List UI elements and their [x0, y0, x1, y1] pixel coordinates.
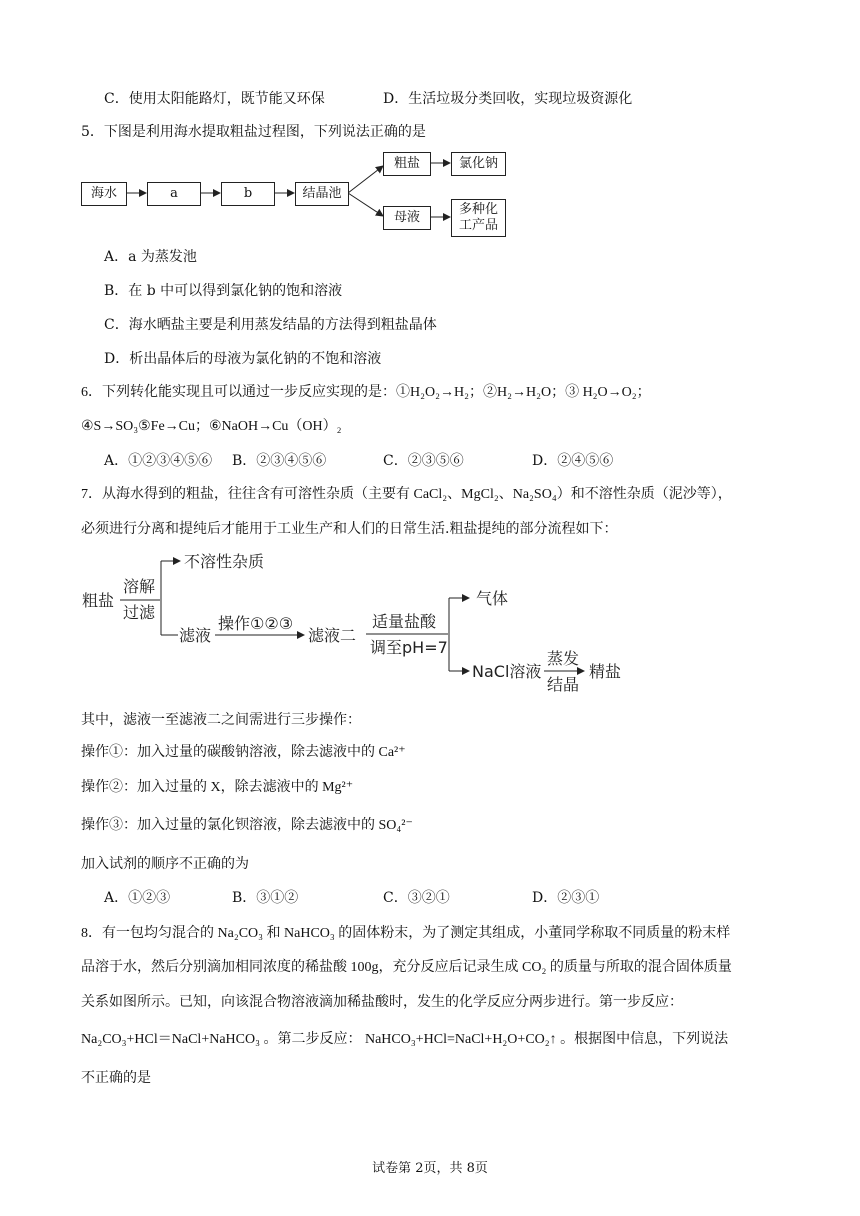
hydrochloric-acid-label: 适量盐酸	[372, 612, 437, 631]
refined-salt-label: 精盐	[589, 662, 622, 681]
mother-liquor-box: 母液	[383, 206, 431, 230]
crystallization-pond-box: 结晶池	[295, 182, 349, 206]
crude-salt-box: 粗盐	[383, 152, 431, 176]
q7-operation-2: 操作②：加入过量的 X，除去滤液中的 Mg²⁺	[81, 780, 354, 795]
q7-operation-1: 操作①：加入过量的碳酸钠溶液，除去滤液中的 Ca²⁺	[81, 745, 406, 760]
filtrate-two-label: 滤液二	[308, 626, 357, 645]
chemical-products-box: 多种化 工产品	[451, 199, 506, 237]
q6-option-d: D．②④⑤⑥	[532, 453, 614, 469]
gas-label: 气体	[476, 589, 509, 608]
adjust-ph-label: 调至pH=7	[370, 638, 448, 657]
crude-salt-label: 粗盐	[82, 591, 115, 610]
q5-option-a: A．a 为蒸发池	[104, 249, 197, 265]
q8-line-2: 品溶于水，然后分别滴加相同浓度的稀盐酸 100g，充分反应后记录生成 CO₂ 的质量与所取的混合固体质量	[81, 960, 732, 975]
q7-option-b: B．③①②	[232, 890, 299, 906]
q7-note: 其中，滤液一至滤液二之间需进行三步操作：	[81, 712, 361, 728]
evaporate-label: 蒸发	[547, 649, 580, 668]
q5-option-c: C．海水晒盐主要是利用蒸发结晶的方法得到粗盐晶体	[104, 317, 437, 333]
q4-option-d: D．生活垃圾分类回收，实现垃圾资源化	[383, 91, 633, 107]
nacl-solution-label: NaCl溶液	[472, 662, 542, 681]
q5-stem: 5．下图是利用海水提取粗盐过程图，下列说法正确的是	[81, 124, 426, 140]
q6-stem-line2: ④S→SO₃⑤Fe→Cu；⑥NaOH→Cu（OH）₂	[81, 419, 342, 434]
step-b-box: b	[221, 182, 275, 206]
q8-line-1: 8．有一包均匀混合的 Na₂CO₃ 和 NaHCO₃ 的固体粉末，为了测定其组成，小董同学称取不同质量的粉末样	[81, 926, 731, 941]
q6-option-b: B．②③④⑤⑥	[232, 453, 327, 469]
q7-option-a: A．①②③	[104, 890, 171, 906]
q8-line-5: 不正确的是	[81, 1070, 151, 1086]
dissolve-label: 溶解	[123, 577, 156, 596]
q6-option-a: A．①②③④⑤⑥	[104, 453, 213, 469]
q5-option-d: D．析出晶体后的母液为氯化钠的不饱和溶液	[104, 351, 382, 367]
q7-stem-line2: 必须进行分离和提纯后才能用于工业生产和人们的日常生活.粗盐提纯的部分流程如下：	[81, 521, 618, 537]
q7-option-c: C．③②①	[383, 890, 450, 906]
q5-option-b: B．在 b 中可以得到氯化钠的饱和溶液	[104, 283, 343, 299]
seawater-box: 海水	[81, 182, 127, 206]
q4-option-c: C．使用太阳能路灯，既节能又环保	[104, 91, 325, 107]
q6-stem-line1: 6．下列转化能实现且可以通过一步反应实现的是：①H₂O₂→H₂；②H₂→H₂O；③ H₂O→O₂；	[81, 385, 651, 400]
sodium-chloride-box: 氯化钠	[451, 152, 506, 176]
q7-stem-line1: 7．从海水得到的粗盐，往往含有可溶性杂质（主要有 CaCl₂、MgCl₂、Na₂SO₄）和不溶性杂质（泥沙等），	[81, 487, 732, 502]
q7-question: 加入试剂的顺序不正确的为	[81, 856, 249, 872]
q6-option-c: C．②③⑤⑥	[383, 453, 464, 469]
q8-line-3: 关系如图所示。已知，向该混合物溶液滴加稀盐酸时，发生的化学反应分两步进行。第一步反应：	[81, 994, 683, 1010]
filter-label: 过滤	[123, 603, 156, 622]
crystallize-label: 结晶	[547, 675, 580, 694]
filtrate-label: 滤液	[179, 626, 212, 645]
insoluble-impurities-label: 不溶性杂质	[184, 552, 265, 571]
page-footer: 试卷第 2页，共 8页	[372, 1161, 488, 1176]
operation-label: 操作①②③	[218, 614, 294, 633]
q7-operation-3: 操作③：加入过量的氯化钡溶液，除去滤液中的 SO₄²⁻	[81, 818, 413, 833]
q8-line-4: Na₂CO₃+HCl＝NaCl+NaHCO₃ 。第二步反应： NaHCO₃+HCl=NaCl+H₂O+CO₂↑ 。根据图中信息，下列说法	[81, 1032, 729, 1047]
step-a-box: a	[147, 182, 201, 206]
q7-option-d: D．②③①	[532, 890, 600, 906]
